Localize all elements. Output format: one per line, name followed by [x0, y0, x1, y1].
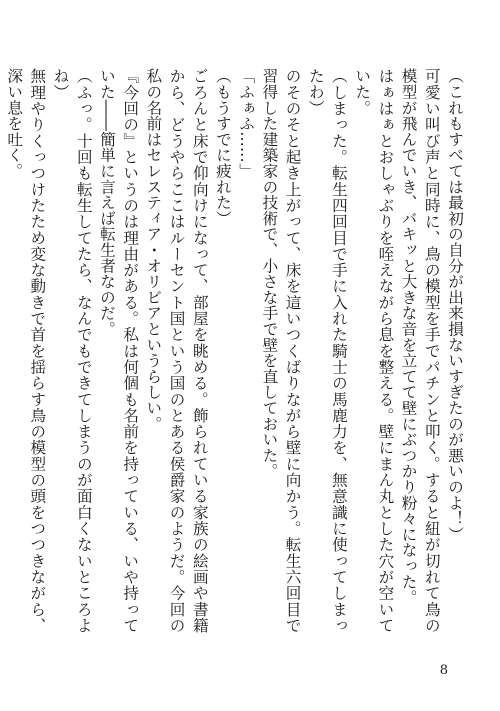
paragraph-6: 「ふぁふ……」: [237, 68, 256, 179]
page-number: 8: [439, 663, 448, 678]
paragraph-2: 可愛い叫び声と同時に、鳥の模型を手でパチンと叩く。すると紐が切れて鳥の模型が飛んでいき、バキッと大きな音を立てて壁にぶつかり粉々になった。: [399, 68, 441, 633]
paragraph-9: 『今回の』というのは理由がある。私は何個も名前を持っている、いや持っていた――簡単に言えば転生者なのだ。: [97, 68, 140, 633]
paragraph-10: （ふっ。十回も転生してたら、なんでもできてしまうのが面白くないところよね）: [51, 68, 93, 633]
paragraph-5: のそのそと起き上がって、床を這いつくばりながら壁に向かう。転生六回目で習得した建築家の技術で、小さな手で壁を直しておいた。: [260, 68, 302, 633]
paragraph-7: （もうすでに疲れた）: [213, 68, 232, 226]
paragraph-8: ごろんと床で仰向けになって、部屋を眺める。飾られている家族の絵画や書籍から、どうやらここはルーセント国という国のとある侯爵家のようだ。今回の私の名前はセレスティア・オリビアというらしい。: [144, 68, 209, 633]
paragraph-12: [0, 68, 2, 633]
paragraph-1: （これもすべては最初の自分が出来損ないすぎたのが悪いのよ！）: [446, 68, 464, 542]
novel-body-text: [5, 68, 466, 633]
paragraph-3: はぁはぁとおしゃぶりを咥えながら息を整える。壁にまん丸とした穴が空いていた。: [353, 68, 395, 633]
paragraph-4: （しまった。転生四回目で手に入れた騎士の馬鹿力を、無意識に使ってしまったわ）: [306, 68, 348, 633]
paragraph-11: 無理やりくっつけたため変な動きで首を揺らす鳥の模型の頭をつつきながら、深い息を吐く。: [5, 68, 47, 633]
